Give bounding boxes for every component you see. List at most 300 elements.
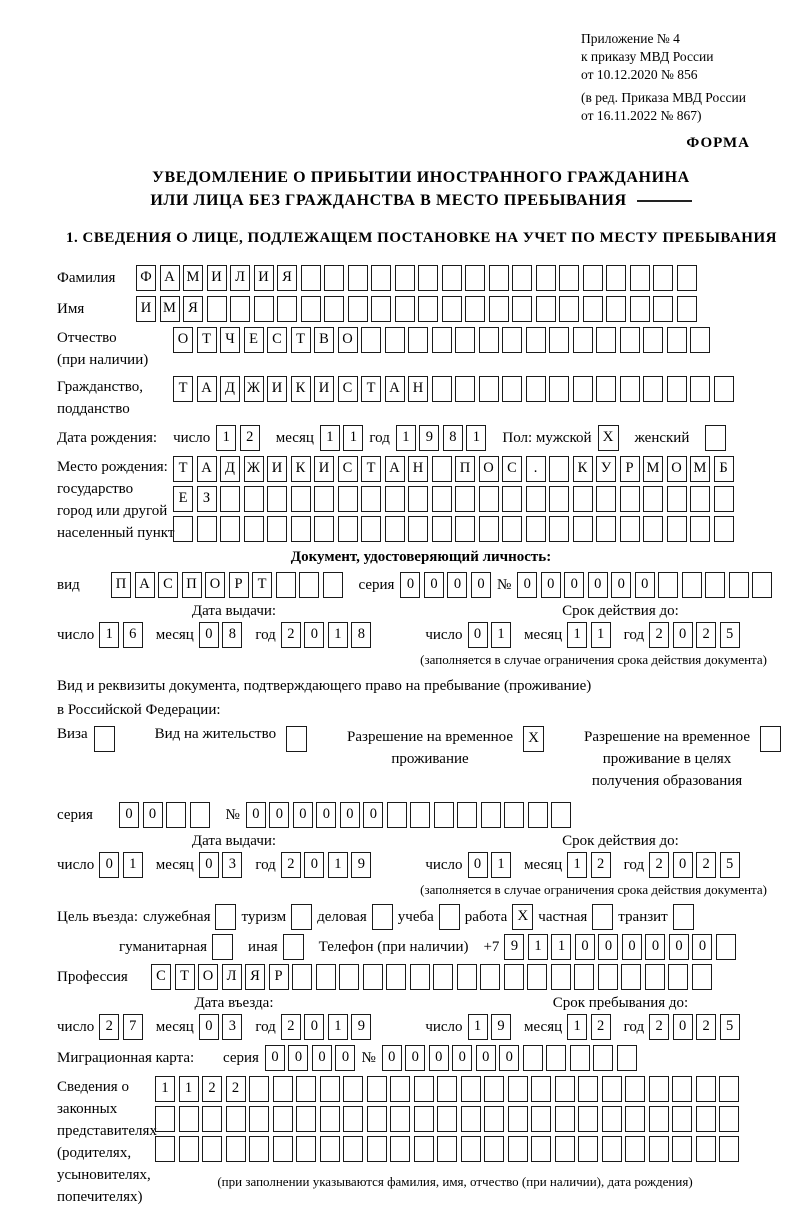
char-cell[interactable] bbox=[197, 516, 217, 542]
char-cell[interactable] bbox=[276, 572, 296, 598]
char-cell[interactable] bbox=[338, 486, 358, 512]
char-cell[interactable]: Ч bbox=[220, 327, 240, 353]
char-cell[interactable] bbox=[696, 1076, 716, 1102]
char-cell[interactable] bbox=[536, 265, 556, 291]
char-cell[interactable] bbox=[408, 327, 428, 353]
char-cell[interactable] bbox=[432, 327, 452, 353]
char-cell[interactable] bbox=[630, 296, 650, 322]
char-cell[interactable]: О bbox=[198, 964, 218, 990]
char-cell[interactable]: 1 bbox=[567, 1014, 587, 1040]
char-cell[interactable]: И bbox=[267, 376, 287, 402]
char-cell[interactable] bbox=[410, 964, 430, 990]
char-cell[interactable]: А bbox=[160, 265, 180, 291]
char-cell[interactable] bbox=[531, 1106, 551, 1132]
char-cell[interactable]: 0 bbox=[471, 572, 491, 598]
char-cell[interactable]: Т bbox=[197, 327, 217, 353]
char-cell[interactable] bbox=[230, 296, 250, 322]
char-cell[interactable]: 0 bbox=[304, 852, 324, 878]
char-cell[interactable] bbox=[324, 265, 344, 291]
char-cell[interactable] bbox=[484, 1136, 504, 1162]
char-cell[interactable] bbox=[692, 964, 712, 990]
char-cell[interactable]: 0 bbox=[669, 934, 689, 960]
char-cell[interactable] bbox=[602, 1106, 622, 1132]
char-cell[interactable]: 0 bbox=[598, 934, 618, 960]
char-cell[interactable]: С bbox=[338, 376, 358, 402]
char-cell[interactable] bbox=[625, 1106, 645, 1132]
char-cell[interactable] bbox=[343, 1106, 363, 1132]
char-cell[interactable] bbox=[672, 1106, 692, 1132]
char-cell[interactable] bbox=[752, 572, 772, 598]
char-cell[interactable] bbox=[668, 964, 688, 990]
char-cell[interactable]: 0 bbox=[199, 852, 219, 878]
char-cell[interactable]: 2 bbox=[99, 1014, 119, 1040]
char-cell[interactable] bbox=[489, 265, 509, 291]
char-cell[interactable] bbox=[455, 327, 475, 353]
char-cell[interactable] bbox=[316, 964, 336, 990]
char-cell[interactable] bbox=[705, 572, 725, 598]
char-cell[interactable] bbox=[348, 265, 368, 291]
char-cell[interactable] bbox=[672, 1076, 692, 1102]
char-cell[interactable] bbox=[625, 1136, 645, 1162]
char-cell[interactable] bbox=[596, 486, 616, 512]
char-cell[interactable]: 1 bbox=[320, 425, 340, 451]
char-cell[interactable] bbox=[249, 1106, 269, 1132]
char-cell[interactable] bbox=[323, 572, 343, 598]
char-cell[interactable] bbox=[573, 486, 593, 512]
char-cell[interactable]: 9 bbox=[351, 852, 371, 878]
char-cell[interactable]: 8 bbox=[222, 622, 242, 648]
char-cell[interactable] bbox=[719, 1136, 739, 1162]
char-cell[interactable] bbox=[484, 1106, 504, 1132]
char-cell[interactable]: 0 bbox=[588, 572, 608, 598]
char-cell[interactable]: 1 bbox=[155, 1076, 175, 1102]
char-cell[interactable]: 0 bbox=[611, 572, 631, 598]
char-cell[interactable] bbox=[385, 327, 405, 353]
char-cell[interactable] bbox=[504, 802, 524, 828]
char-cell[interactable] bbox=[504, 964, 524, 990]
char-cell[interactable]: К bbox=[291, 456, 311, 482]
char-cell[interactable]: М bbox=[160, 296, 180, 322]
char-cell[interactable]: 0 bbox=[476, 1045, 496, 1071]
purpose-other-checkbox[interactable] bbox=[283, 934, 304, 960]
char-cell[interactable] bbox=[549, 327, 569, 353]
char-cell[interactable]: Л bbox=[230, 265, 250, 291]
char-cell[interactable]: 2 bbox=[240, 425, 260, 451]
char-cell[interactable] bbox=[207, 296, 227, 322]
char-cell[interactable] bbox=[719, 1076, 739, 1102]
temp-residence-education-checkbox[interactable] bbox=[760, 726, 781, 752]
char-cell[interactable] bbox=[367, 1136, 387, 1162]
char-cell[interactable] bbox=[254, 296, 274, 322]
char-cell[interactable] bbox=[555, 1136, 575, 1162]
char-cell[interactable] bbox=[343, 1136, 363, 1162]
char-cell[interactable]: 0 bbox=[312, 1045, 332, 1071]
char-cell[interactable] bbox=[465, 265, 485, 291]
char-cell[interactable] bbox=[555, 1106, 575, 1132]
char-cell[interactable]: Т bbox=[252, 572, 272, 598]
char-cell[interactable] bbox=[434, 802, 454, 828]
char-cell[interactable] bbox=[714, 516, 734, 542]
char-cell[interactable]: 2 bbox=[202, 1076, 222, 1102]
residence-permit-checkbox[interactable] bbox=[286, 726, 307, 752]
char-cell[interactable]: 2 bbox=[591, 852, 611, 878]
char-cell[interactable] bbox=[367, 1076, 387, 1102]
char-cell[interactable] bbox=[714, 486, 734, 512]
char-cell[interactable] bbox=[528, 802, 548, 828]
char-cell[interactable]: М bbox=[690, 456, 710, 482]
char-cell[interactable] bbox=[155, 1106, 175, 1132]
char-cell[interactable] bbox=[249, 1136, 269, 1162]
char-cell[interactable]: 0 bbox=[673, 852, 693, 878]
char-cell[interactable] bbox=[526, 516, 546, 542]
char-cell[interactable]: 1 bbox=[491, 622, 511, 648]
temp-residence-checkbox[interactable]: X bbox=[523, 726, 544, 752]
char-cell[interactable] bbox=[523, 1045, 543, 1071]
char-cell[interactable]: И bbox=[314, 376, 334, 402]
char-cell[interactable]: 0 bbox=[517, 572, 537, 598]
char-cell[interactable] bbox=[301, 265, 321, 291]
char-cell[interactable] bbox=[166, 802, 186, 828]
char-cell[interactable]: И bbox=[207, 265, 227, 291]
char-cell[interactable] bbox=[643, 486, 663, 512]
char-cell[interactable] bbox=[267, 486, 287, 512]
char-cell[interactable] bbox=[696, 1136, 716, 1162]
char-cell[interactable] bbox=[173, 516, 193, 542]
char-cell[interactable] bbox=[320, 1136, 340, 1162]
char-cell[interactable] bbox=[220, 516, 240, 542]
char-cell[interactable] bbox=[363, 964, 383, 990]
char-cell[interactable]: 0 bbox=[382, 1045, 402, 1071]
char-cell[interactable] bbox=[690, 516, 710, 542]
char-cell[interactable]: Ф bbox=[136, 265, 156, 291]
char-cell[interactable]: 0 bbox=[199, 622, 219, 648]
char-cell[interactable] bbox=[573, 516, 593, 542]
char-cell[interactable] bbox=[593, 1045, 613, 1071]
char-cell[interactable]: . bbox=[526, 456, 546, 482]
char-cell[interactable]: И bbox=[267, 456, 287, 482]
char-cell[interactable]: 2 bbox=[696, 852, 716, 878]
char-cell[interactable]: 6 bbox=[123, 622, 143, 648]
char-cell[interactable] bbox=[502, 516, 522, 542]
char-cell[interactable] bbox=[432, 516, 452, 542]
char-cell[interactable]: 2 bbox=[649, 1014, 669, 1040]
char-cell[interactable]: Н bbox=[408, 456, 428, 482]
char-cell[interactable] bbox=[461, 1076, 481, 1102]
char-cell[interactable] bbox=[578, 1076, 598, 1102]
char-cell[interactable]: 0 bbox=[468, 622, 488, 648]
char-cell[interactable] bbox=[414, 1106, 434, 1132]
char-cell[interactable] bbox=[179, 1136, 199, 1162]
char-cell[interactable]: Т bbox=[361, 456, 381, 482]
char-cell[interactable]: В bbox=[314, 327, 334, 353]
char-cell[interactable] bbox=[465, 296, 485, 322]
char-cell[interactable]: 2 bbox=[281, 1014, 301, 1040]
char-cell[interactable]: А bbox=[385, 376, 405, 402]
char-cell[interactable] bbox=[291, 486, 311, 512]
char-cell[interactable] bbox=[549, 516, 569, 542]
char-cell[interactable]: У bbox=[596, 456, 616, 482]
char-cell[interactable]: Т bbox=[173, 456, 193, 482]
char-cell[interactable] bbox=[479, 486, 499, 512]
purpose-tourism-checkbox[interactable] bbox=[291, 904, 312, 930]
char-cell[interactable] bbox=[602, 1136, 622, 1162]
char-cell[interactable]: К bbox=[573, 456, 593, 482]
char-cell[interactable]: 1 bbox=[343, 425, 363, 451]
purpose-transit-checkbox[interactable] bbox=[673, 904, 694, 930]
char-cell[interactable] bbox=[296, 1106, 316, 1132]
char-cell[interactable] bbox=[320, 1076, 340, 1102]
char-cell[interactable] bbox=[461, 1136, 481, 1162]
char-cell[interactable] bbox=[598, 964, 618, 990]
char-cell[interactable] bbox=[551, 802, 571, 828]
char-cell[interactable] bbox=[455, 516, 475, 542]
char-cell[interactable] bbox=[682, 572, 702, 598]
char-cell[interactable] bbox=[202, 1136, 222, 1162]
char-cell[interactable] bbox=[620, 327, 640, 353]
char-cell[interactable] bbox=[418, 296, 438, 322]
char-cell[interactable] bbox=[292, 964, 312, 990]
char-cell[interactable]: 1 bbox=[179, 1076, 199, 1102]
char-cell[interactable] bbox=[526, 376, 546, 402]
char-cell[interactable] bbox=[296, 1076, 316, 1102]
char-cell[interactable]: 1 bbox=[551, 934, 571, 960]
char-cell[interactable] bbox=[338, 516, 358, 542]
char-cell[interactable] bbox=[301, 296, 321, 322]
char-cell[interactable] bbox=[653, 265, 673, 291]
char-cell[interactable] bbox=[190, 802, 210, 828]
char-cell[interactable]: 1 bbox=[99, 622, 119, 648]
char-cell[interactable]: 1 bbox=[328, 622, 348, 648]
char-cell[interactable] bbox=[559, 296, 579, 322]
char-cell[interactable] bbox=[716, 934, 736, 960]
char-cell[interactable]: П bbox=[182, 572, 202, 598]
char-cell[interactable]: 1 bbox=[396, 425, 416, 451]
char-cell[interactable]: 1 bbox=[216, 425, 236, 451]
char-cell[interactable]: 0 bbox=[429, 1045, 449, 1071]
char-cell[interactable]: 1 bbox=[123, 852, 143, 878]
char-cell[interactable] bbox=[479, 376, 499, 402]
char-cell[interactable] bbox=[408, 516, 428, 542]
char-cell[interactable]: Ж bbox=[244, 456, 264, 482]
char-cell[interactable] bbox=[512, 296, 532, 322]
char-cell[interactable]: 9 bbox=[504, 934, 524, 960]
char-cell[interactable]: 2 bbox=[591, 1014, 611, 1040]
char-cell[interactable]: 0 bbox=[424, 572, 444, 598]
char-cell[interactable] bbox=[583, 296, 603, 322]
char-cell[interactable]: 0 bbox=[673, 622, 693, 648]
purpose-study-checkbox[interactable] bbox=[439, 904, 460, 930]
char-cell[interactable] bbox=[531, 1076, 551, 1102]
char-cell[interactable]: 0 bbox=[199, 1014, 219, 1040]
char-cell[interactable] bbox=[690, 486, 710, 512]
char-cell[interactable]: Б bbox=[714, 456, 734, 482]
char-cell[interactable] bbox=[667, 516, 687, 542]
char-cell[interactable] bbox=[549, 376, 569, 402]
char-cell[interactable] bbox=[606, 296, 626, 322]
char-cell[interactable] bbox=[596, 516, 616, 542]
char-cell[interactable]: 2 bbox=[649, 622, 669, 648]
char-cell[interactable] bbox=[596, 376, 616, 402]
char-cell[interactable]: 2 bbox=[226, 1076, 246, 1102]
char-cell[interactable] bbox=[602, 1076, 622, 1102]
char-cell[interactable]: Я bbox=[245, 964, 265, 990]
char-cell[interactable]: 0 bbox=[405, 1045, 425, 1071]
char-cell[interactable]: О bbox=[205, 572, 225, 598]
char-cell[interactable]: 3 bbox=[222, 1014, 242, 1040]
char-cell[interactable]: 1 bbox=[591, 622, 611, 648]
char-cell[interactable]: Л bbox=[222, 964, 242, 990]
char-cell[interactable]: 0 bbox=[335, 1045, 355, 1071]
purpose-official-checkbox[interactable] bbox=[215, 904, 236, 930]
char-cell[interactable]: Т bbox=[175, 964, 195, 990]
char-cell[interactable]: С bbox=[151, 964, 171, 990]
char-cell[interactable] bbox=[273, 1136, 293, 1162]
char-cell[interactable] bbox=[371, 265, 391, 291]
char-cell[interactable] bbox=[489, 296, 509, 322]
char-cell[interactable]: 0 bbox=[99, 852, 119, 878]
char-cell[interactable]: Ж bbox=[244, 376, 264, 402]
char-cell[interactable] bbox=[314, 486, 334, 512]
purpose-private-checkbox[interactable] bbox=[592, 904, 613, 930]
char-cell[interactable] bbox=[220, 486, 240, 512]
char-cell[interactable]: А bbox=[135, 572, 155, 598]
char-cell[interactable]: Т bbox=[291, 327, 311, 353]
char-cell[interactable]: 0 bbox=[447, 572, 467, 598]
char-cell[interactable] bbox=[667, 486, 687, 512]
char-cell[interactable] bbox=[155, 1136, 175, 1162]
char-cell[interactable]: О bbox=[173, 327, 193, 353]
char-cell[interactable]: З bbox=[197, 486, 217, 512]
char-cell[interactable] bbox=[508, 1076, 528, 1102]
char-cell[interactable]: 1 bbox=[528, 934, 548, 960]
char-cell[interactable]: 0 bbox=[246, 802, 266, 828]
char-cell[interactable] bbox=[573, 327, 593, 353]
char-cell[interactable]: 0 bbox=[499, 1045, 519, 1071]
purpose-work-checkbox[interactable]: X bbox=[512, 904, 533, 930]
char-cell[interactable]: Я bbox=[277, 265, 297, 291]
char-cell[interactable] bbox=[455, 486, 475, 512]
char-cell[interactable] bbox=[457, 964, 477, 990]
char-cell[interactable] bbox=[414, 1076, 434, 1102]
char-cell[interactable]: 1 bbox=[567, 852, 587, 878]
char-cell[interactable]: М bbox=[183, 265, 203, 291]
char-cell[interactable]: Т bbox=[361, 376, 381, 402]
char-cell[interactable] bbox=[549, 456, 569, 482]
char-cell[interactable] bbox=[249, 1076, 269, 1102]
char-cell[interactable] bbox=[324, 296, 344, 322]
char-cell[interactable]: С bbox=[502, 456, 522, 482]
char-cell[interactable]: 0 bbox=[304, 1014, 324, 1040]
char-cell[interactable] bbox=[361, 486, 381, 512]
char-cell[interactable]: 0 bbox=[452, 1045, 472, 1071]
char-cell[interactable] bbox=[432, 486, 452, 512]
char-cell[interactable]: Е bbox=[244, 327, 264, 353]
char-cell[interactable]: С bbox=[267, 327, 287, 353]
char-cell[interactable] bbox=[643, 516, 663, 542]
char-cell[interactable] bbox=[395, 265, 415, 291]
char-cell[interactable]: 0 bbox=[400, 572, 420, 598]
char-cell[interactable]: 2 bbox=[649, 852, 669, 878]
char-cell[interactable] bbox=[390, 1076, 410, 1102]
char-cell[interactable] bbox=[536, 296, 556, 322]
char-cell[interactable] bbox=[653, 296, 673, 322]
char-cell[interactable] bbox=[390, 1106, 410, 1132]
char-cell[interactable] bbox=[244, 516, 264, 542]
char-cell[interactable]: О bbox=[667, 456, 687, 482]
char-cell[interactable] bbox=[570, 1045, 590, 1071]
char-cell[interactable] bbox=[480, 964, 500, 990]
char-cell[interactable] bbox=[479, 516, 499, 542]
char-cell[interactable]: О bbox=[479, 456, 499, 482]
char-cell[interactable] bbox=[385, 516, 405, 542]
char-cell[interactable] bbox=[408, 486, 428, 512]
char-cell[interactable] bbox=[620, 516, 640, 542]
char-cell[interactable]: 0 bbox=[575, 934, 595, 960]
char-cell[interactable] bbox=[617, 1045, 637, 1071]
char-cell[interactable]: 1 bbox=[466, 425, 486, 451]
char-cell[interactable] bbox=[179, 1106, 199, 1132]
char-cell[interactable]: 2 bbox=[281, 852, 301, 878]
char-cell[interactable]: И bbox=[136, 296, 156, 322]
char-cell[interactable]: 5 bbox=[720, 1014, 740, 1040]
char-cell[interactable] bbox=[658, 572, 678, 598]
char-cell[interactable] bbox=[371, 296, 391, 322]
char-cell[interactable]: 0 bbox=[468, 852, 488, 878]
char-cell[interactable] bbox=[226, 1136, 246, 1162]
char-cell[interactable] bbox=[549, 486, 569, 512]
visa-checkbox[interactable] bbox=[94, 726, 115, 752]
char-cell[interactable]: 0 bbox=[541, 572, 561, 598]
char-cell[interactable] bbox=[512, 265, 532, 291]
char-cell[interactable] bbox=[649, 1106, 669, 1132]
char-cell[interactable]: 8 bbox=[443, 425, 463, 451]
char-cell[interactable] bbox=[387, 802, 407, 828]
char-cell[interactable] bbox=[457, 802, 477, 828]
char-cell[interactable]: 9 bbox=[351, 1014, 371, 1040]
char-cell[interactable] bbox=[361, 516, 381, 542]
char-cell[interactable]: Н bbox=[408, 376, 428, 402]
char-cell[interactable] bbox=[226, 1106, 246, 1132]
char-cell[interactable] bbox=[386, 964, 406, 990]
char-cell[interactable] bbox=[432, 376, 452, 402]
purpose-business-checkbox[interactable] bbox=[372, 904, 393, 930]
char-cell[interactable] bbox=[606, 265, 626, 291]
char-cell[interactable] bbox=[546, 1045, 566, 1071]
char-cell[interactable] bbox=[527, 964, 547, 990]
char-cell[interactable]: 0 bbox=[304, 622, 324, 648]
char-cell[interactable] bbox=[690, 376, 710, 402]
char-cell[interactable]: 1 bbox=[468, 1014, 488, 1040]
char-cell[interactable]: С bbox=[158, 572, 178, 598]
char-cell[interactable] bbox=[314, 516, 334, 542]
char-cell[interactable] bbox=[437, 1076, 457, 1102]
char-cell[interactable]: 0 bbox=[269, 802, 289, 828]
char-cell[interactable]: 0 bbox=[119, 802, 139, 828]
char-cell[interactable] bbox=[649, 1076, 669, 1102]
char-cell[interactable] bbox=[696, 1106, 716, 1132]
char-cell[interactable] bbox=[625, 1076, 645, 1102]
char-cell[interactable] bbox=[508, 1136, 528, 1162]
char-cell[interactable] bbox=[578, 1106, 598, 1132]
char-cell[interactable]: 7 bbox=[123, 1014, 143, 1040]
char-cell[interactable]: 1 bbox=[491, 852, 511, 878]
char-cell[interactable] bbox=[432, 456, 452, 482]
char-cell[interactable] bbox=[343, 1076, 363, 1102]
char-cell[interactable] bbox=[677, 296, 697, 322]
char-cell[interactable]: 0 bbox=[293, 802, 313, 828]
char-cell[interactable]: И bbox=[254, 265, 274, 291]
char-cell[interactable]: 0 bbox=[564, 572, 584, 598]
